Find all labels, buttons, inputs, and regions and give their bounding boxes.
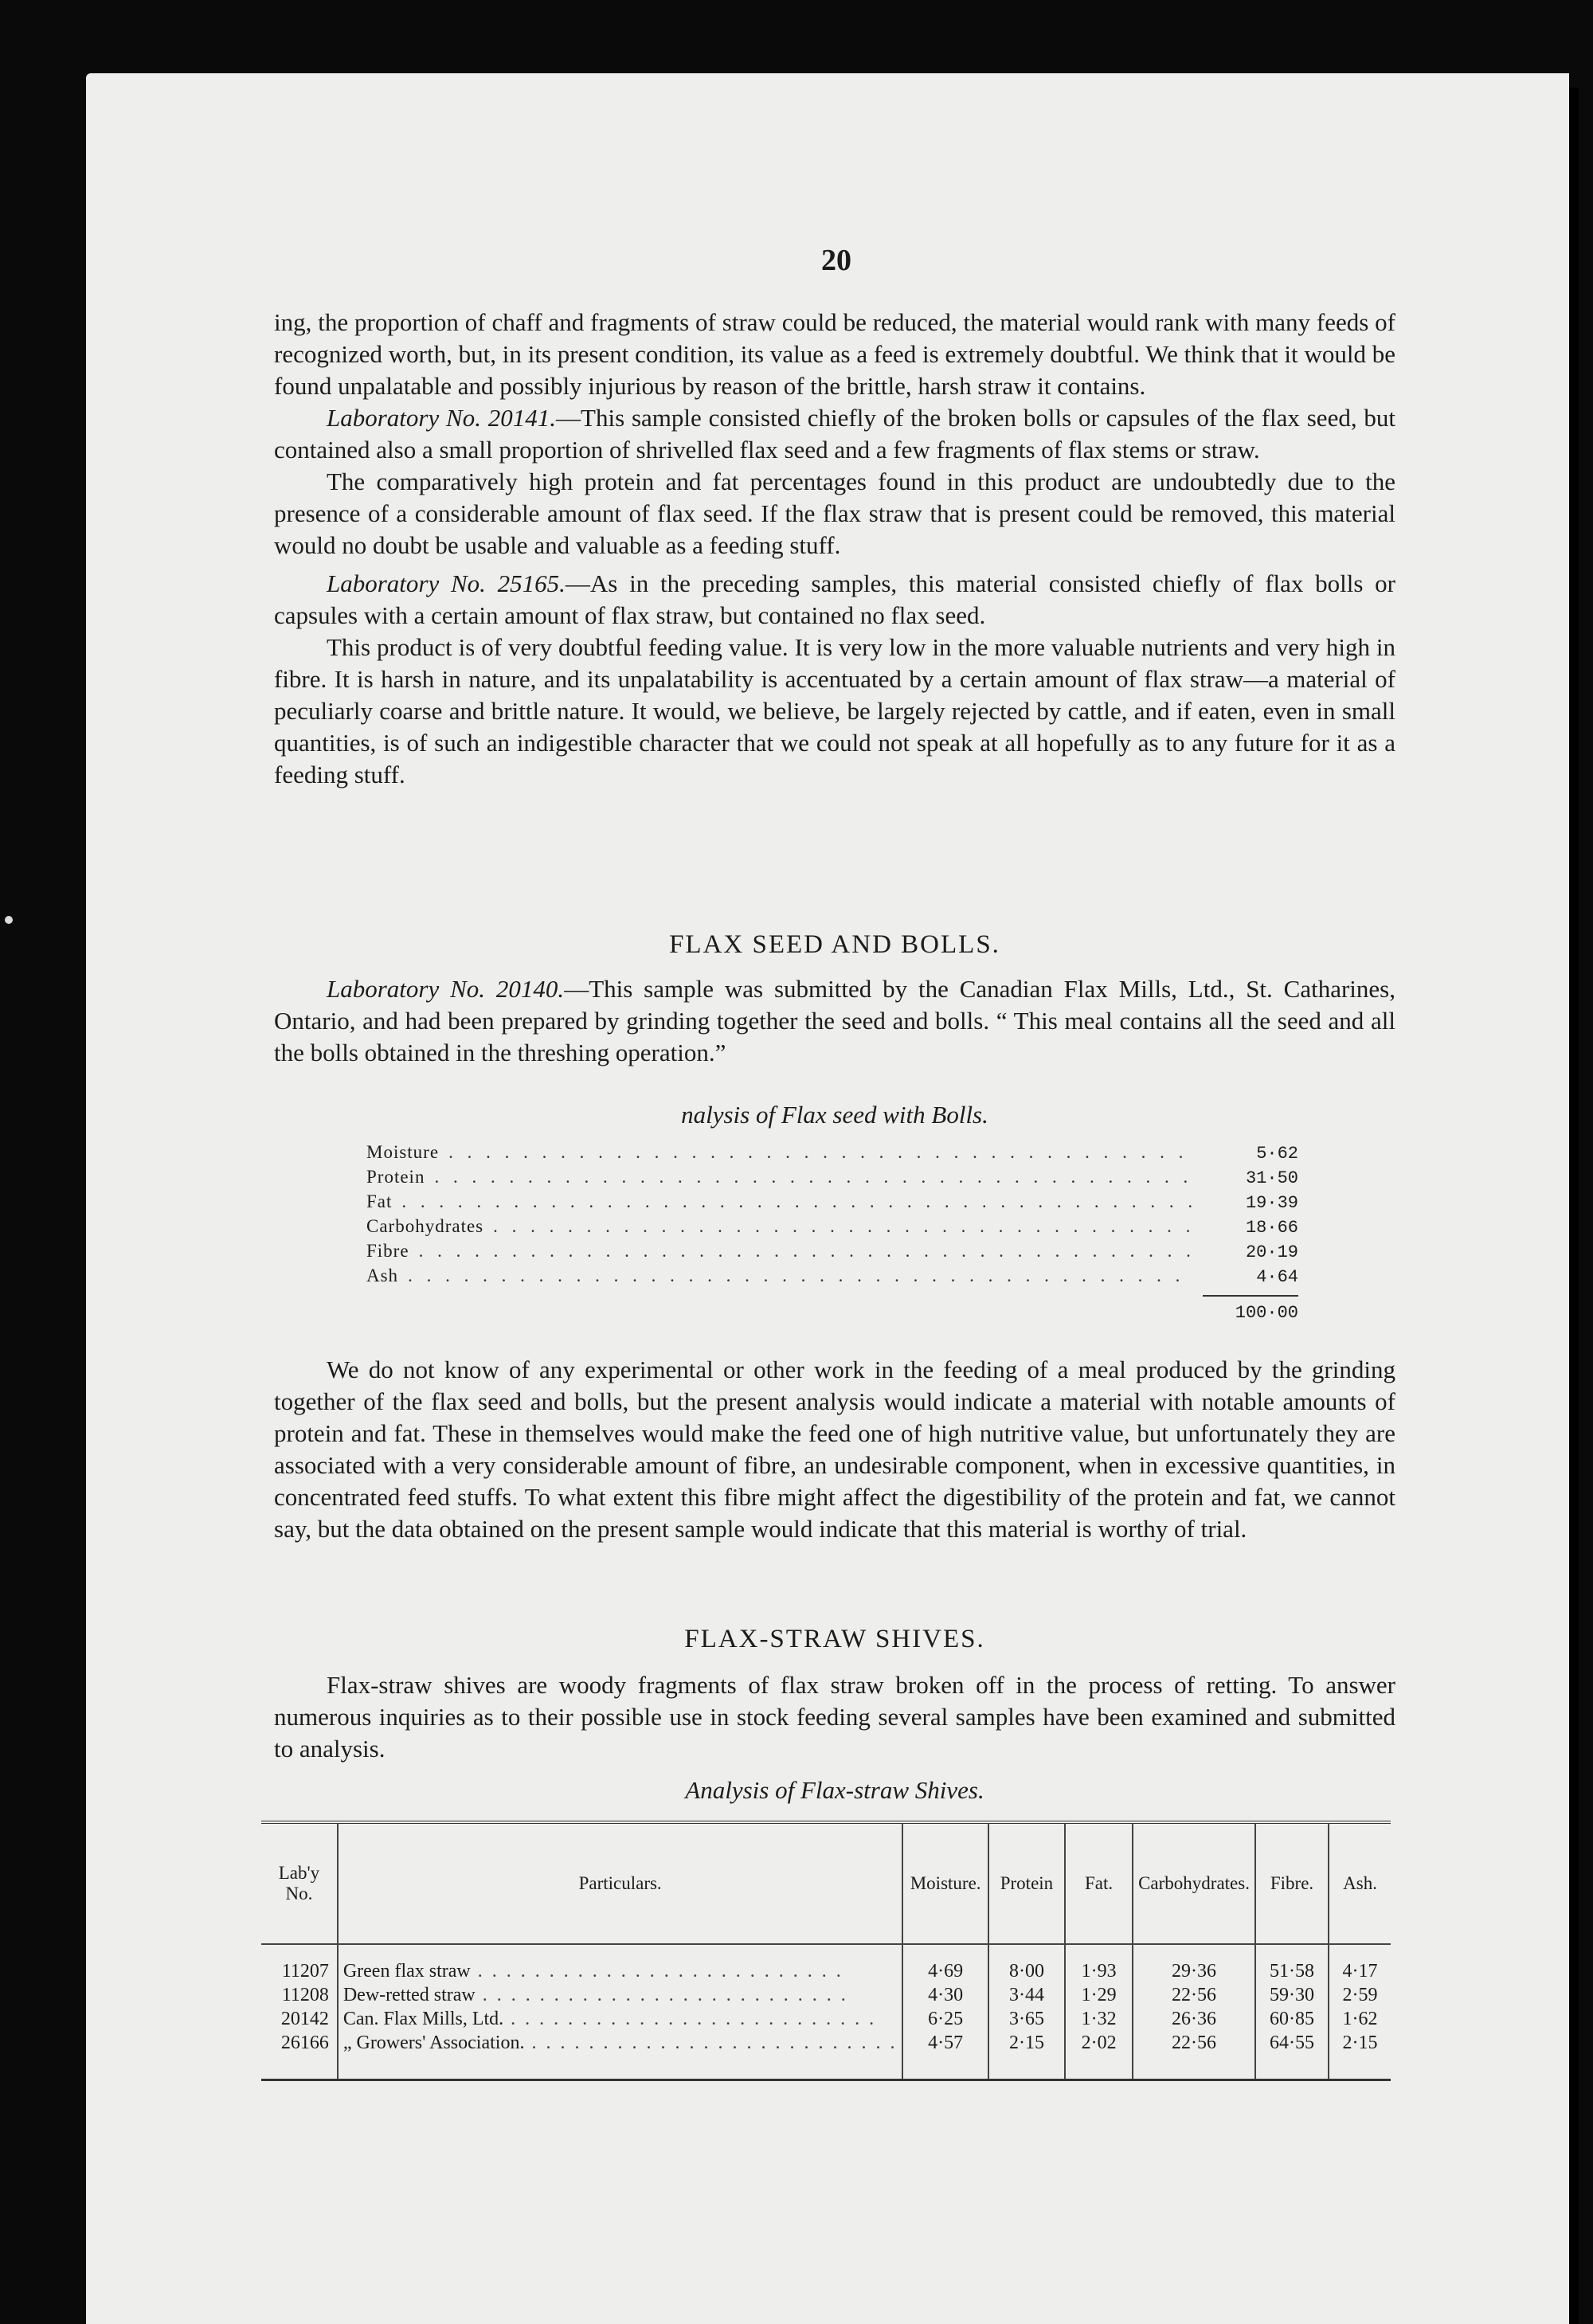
cell-particulars	[338, 1944, 903, 1983]
table-row	[261, 2007, 1391, 2031]
table-row	[261, 1983, 1391, 2007]
column-header: Ash.	[1329, 1822, 1391, 1944]
cell-moisture: 6·25	[902, 2007, 988, 2031]
paragraph-lab-20141	[274, 402, 1395, 466]
analysis-label: Moisture	[366, 1142, 440, 1162]
page-edge-shadow	[1569, 88, 1579, 2324]
leader-dots	[493, 1216, 1193, 1237]
table-row	[261, 1944, 1391, 1983]
table-row	[261, 2031, 1391, 2080]
particulars-text: Dew-retted straw	[342, 1985, 476, 2005]
lab-number-label: Laboratory No. 20141.	[327, 404, 557, 432]
cell-ash: 2·15	[1329, 2031, 1391, 2080]
column-header: Fat.	[1065, 1822, 1133, 1944]
analysis-caption: nalysis of Flax seed with Bolls.	[681, 1101, 988, 1129]
cell-protein: 2·15	[988, 2031, 1065, 2080]
section-heading: FLAX SEED AND BOLLS.	[669, 930, 1000, 959]
column-header: Carbohydrates.	[1133, 1822, 1255, 1944]
analysis-label: Fibre	[366, 1241, 409, 1261]
analysis-value: 31·50	[1245, 1168, 1298, 1188]
cell-lab-no: 26166	[280, 2033, 329, 2053]
cell-fibre: 60·85	[1255, 2007, 1329, 2031]
analysis-row	[366, 1216, 1298, 1241]
paragraph-lab-25165	[274, 568, 1395, 632]
analysis-label: Protein	[366, 1167, 425, 1187]
analysis-value: 19·39	[1245, 1193, 1298, 1213]
cell-protein: 3·65	[988, 2007, 1065, 2031]
paragraph-shives: Flax-straw shives are woody fragments of flax straw broken off in the process of retting. To answer numerous inquiries as to their possible use in stock feeding several samples have been examined and submitted to analysis.	[274, 1671, 1395, 1763]
column-header: Fibre.	[1255, 1822, 1329, 1944]
page-number: 20	[821, 244, 851, 277]
cell-moisture: 4·69	[902, 1944, 988, 1983]
analysis-row	[366, 1241, 1298, 1266]
paragraph-continuation: ing, the proportion of chaff and fragments of straw could be reduced, the material would rank with many feeds of recognized worth, but, in its present condition, its value as a feed is extremely doubtful. We think that it would be found unpalatable and possibly injurious by reason of the brittle, harsh straw it contains.	[274, 308, 1395, 400]
section-heading: FLAX-STRAW SHIVES.	[684, 1625, 985, 1653]
body-text-lower	[274, 1354, 1395, 1545]
section-flax-straw-shives	[274, 1625, 1395, 1654]
analysis-label: Carbohydrates	[366, 1216, 484, 1236]
cell-protein: 3·44	[988, 1983, 1065, 2007]
column-header: Particulars.	[338, 1822, 903, 1944]
particulars-text: Green flax straw	[342, 1961, 471, 1982]
analysis-total: 100·00	[1235, 1303, 1298, 1323]
cell-particulars	[338, 1983, 903, 2007]
column-header: Moisture.	[902, 1822, 988, 1944]
analysis-value: 5·62	[1256, 1144, 1298, 1164]
paragraph-protein-fat: The comparatively high protein and fat percentages found in this product are undoubtedly due to the presence of a considerable amount of flax seed. If the flax straw that is present could be removed, this material would no doubt be usable and valuable as a feeding stuff.	[274, 468, 1395, 559]
paragraph-text: —This sample was submitted by the Canadian Flax Mills, Ltd., St. Catharines, Ontario, and had been prepared by grinding together the seed and bolls. “ This meal contains all the seed and all the bolls obtained in the threshing operation.”	[274, 975, 1395, 1066]
analysis-caption-wrap	[274, 1101, 1395, 1129]
cell-fat: 1·93	[1065, 1944, 1133, 1983]
shives-caption-wrap	[274, 1776, 1395, 1805]
cell-lab-no: 20142	[280, 2009, 329, 2029]
analysis-row	[366, 1191, 1298, 1216]
cell-particulars	[338, 2007, 903, 2031]
paragraph-text: —This sample consisted chiefly of the broken bolls or capsules of the flax seed, but contained also a small proportion of shrivelled flax seed and a few fragments of flax stems or straw.	[274, 404, 1395, 464]
body-text-mid	[274, 973, 1395, 1069]
cell-protein: 8·00	[988, 1944, 1065, 1983]
analysis-row	[366, 1266, 1298, 1290]
particulars-text: Can. Flax Mills, Ltd.	[342, 2009, 504, 2029]
shives-analysis-table	[261, 1821, 1391, 2081]
cell-moisture: 4·30	[902, 1983, 988, 2007]
lab-number-label: Laboratory No. 25165.	[327, 569, 566, 597]
cell-fat: 2·02	[1065, 2031, 1133, 2080]
leader-dots	[471, 1961, 843, 1982]
column-header: Lab'y No.	[278, 1863, 320, 1903]
cell-carbohydrates: 22·56	[1133, 1983, 1255, 2007]
leader-dots	[434, 1167, 1193, 1187]
cell-ash: 4·17	[1329, 1944, 1391, 1983]
cell-fat: 1·32	[1065, 2007, 1133, 2031]
cell-fat: 1·29	[1065, 1983, 1133, 2007]
particulars-text: „ Growers' Association.	[342, 2033, 525, 2053]
cell-particulars	[338, 2031, 903, 2080]
leader-dots	[401, 1191, 1193, 1212]
analysis-label: Fat	[366, 1191, 393, 1211]
leader-dots	[408, 1266, 1193, 1286]
analysis-value: 4·64	[1256, 1267, 1298, 1287]
leader-dots	[524, 2033, 897, 2053]
table-header-row	[261, 1822, 1391, 1944]
analysis-list	[366, 1142, 1298, 1290]
shives-caption: Analysis of Flax-straw Shives.	[685, 1776, 984, 1804]
body-text-top	[274, 307, 1395, 791]
binding-hole	[5, 916, 13, 924]
analysis-value: 20·19	[1245, 1242, 1298, 1262]
cell-ash: 2·59	[1329, 1983, 1391, 2007]
cell-carbohydrates: 22·56	[1133, 2031, 1255, 2080]
leader-dots	[476, 1985, 848, 2005]
cell-carbohydrates: 26·36	[1133, 2007, 1255, 2031]
cell-lab-no: 11207	[281, 1961, 329, 1982]
analysis-label: Ash	[366, 1266, 399, 1285]
analysis-row	[366, 1142, 1298, 1167]
cell-ash: 1·62	[1329, 2007, 1391, 2031]
paragraph-lab-20140	[274, 973, 1395, 1069]
cell-lab-no: 11208	[281, 1985, 329, 2005]
leader-dots	[448, 1142, 1193, 1163]
cell-fibre: 59·30	[1255, 1983, 1329, 2007]
body-text-shives	[274, 1669, 1395, 1765]
cell-moisture: 4·57	[902, 2031, 988, 2080]
section-flax-seed-bolls	[274, 930, 1395, 960]
column-header: Protein	[988, 1822, 1065, 1944]
leader-dots	[503, 2009, 876, 2029]
cell-fibre: 51·58	[1255, 1944, 1329, 1983]
cell-carbohydrates: 29·36	[1133, 1944, 1255, 1983]
analysis-row	[366, 1167, 1298, 1191]
analysis-value: 18·66	[1245, 1218, 1298, 1238]
paragraph-text: —As in the preceding samples, this material consisted chiefly of flax bolls or capsules with a certain amount of flax straw, but contained no flax seed.	[274, 569, 1395, 629]
total-rule	[1203, 1295, 1298, 1297]
paragraph-feeding-value: This product is of very doubtful feeding value. It is very low in the more valuable nutrients and very high in fibre. It is harsh in nature, and its unpalatability is accentuated by a certain amount of flax straw—a material of peculiarly coarse and brittle nature. It would, we believe, be largely rejected by cattle, and if eaten, even in small quantities, is of such an indigestible character that we could not speak at all hopefully as to any future for it as a feeding stuff.	[274, 633, 1395, 788]
lab-number-label: Laboratory No. 20140.	[327, 975, 565, 1003]
cell-fibre: 64·55	[1255, 2031, 1329, 2080]
leader-dots	[419, 1241, 1193, 1262]
paragraph-discussion: We do not know of any experimental or other work in the feeding of a meal produced by the grinding together of the flax seed and bolls, but the present analysis would indicate a material with notable amounts of protein and fat. These in themselves would make the feed one of high nutritive value, but unfortunately they are associated with a very considerable amount of fibre, an undesirable component, when in excessive quantities, in concentrated feed stuffs. To what extent this fibre might affect the digestibility of the protein and fat, we cannot say, but the data obtained on the present sample would indicate that this material is worthy of trial.	[274, 1356, 1395, 1543]
